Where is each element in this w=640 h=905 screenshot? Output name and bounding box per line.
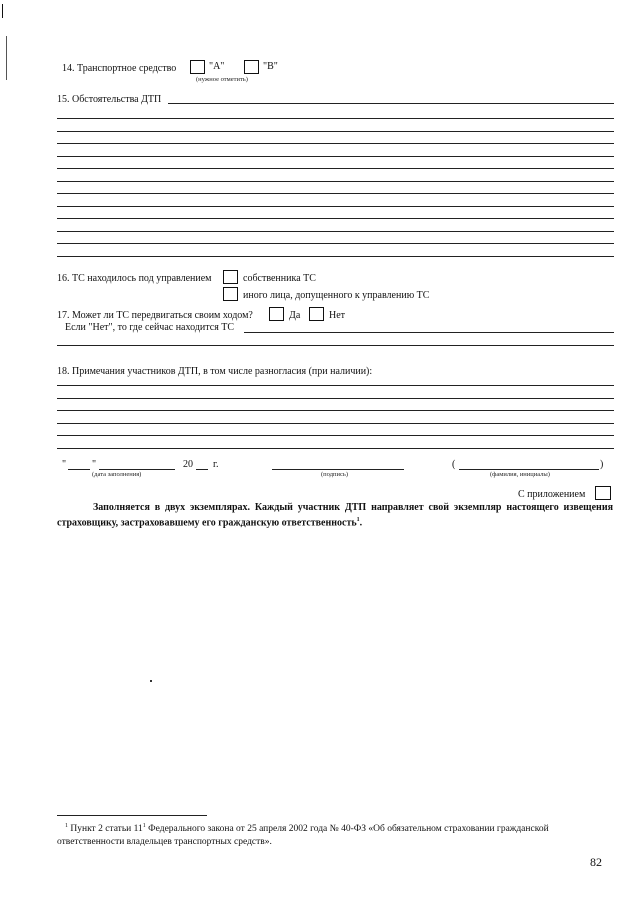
footnote [57, 820, 613, 849]
date-quote-open: " [62, 459, 67, 470]
vehicle-location-label: Если "Нет", то где сейчас находится ТС [65, 322, 235, 333]
date-hint: (дата заполнения) [92, 471, 142, 478]
item-15-line[interactable] [57, 256, 614, 257]
scan-margin-mark-side [6, 36, 7, 80]
date-month-field[interactable] [99, 469, 175, 470]
item-17-question: 17. Может ли ТС передвигаться своим ходом? [57, 310, 253, 321]
movable-no-label: Нет [329, 310, 346, 321]
item-18-line[interactable] [57, 448, 614, 449]
vehicle-location-line[interactable] [244, 332, 614, 333]
scan-dot [150, 680, 152, 682]
item-14-label: 14. Транспортное средство [62, 63, 177, 74]
scan-margin-mark-top [2, 4, 3, 18]
other-driver-label: иного лица, допущенного к управлению ТС [243, 290, 430, 301]
vehicle-location-line[interactable] [57, 345, 614, 346]
name-hint: (фамилия, инициалы) [490, 471, 550, 478]
date-year-suffix: г. [213, 459, 219, 470]
vehicle-a-checkbox[interactable] [190, 60, 205, 74]
item-15-line[interactable] [57, 131, 614, 132]
item-15-line[interactable] [57, 168, 614, 169]
instruction-end: . [359, 517, 363, 529]
item-15-line[interactable] [57, 143, 614, 144]
footnote-separator [57, 815, 207, 816]
name-paren-close: ) [600, 459, 604, 470]
signature-field[interactable] [272, 469, 404, 470]
movable-yes-checkbox[interactable] [269, 307, 284, 321]
signature-hint: (подпись) [321, 471, 348, 478]
item-14-hint: (нужное отметить) [196, 76, 248, 83]
item-15-line[interactable] [57, 118, 614, 119]
name-paren-open: ( [452, 459, 456, 470]
item-18-line[interactable] [57, 423, 614, 424]
attachment-label: С приложением [518, 489, 586, 500]
date-quote-close: " [92, 459, 97, 470]
item-15-line[interactable] [168, 103, 614, 104]
other-driver-checkbox[interactable] [223, 287, 238, 301]
item-15-label: 15. Обстоятельства ДТП [57, 94, 162, 105]
instruction-paragraph [57, 501, 613, 529]
movable-no-checkbox[interactable] [309, 307, 324, 321]
date-day-field[interactable] [68, 469, 90, 470]
item-18-line[interactable] [57, 385, 614, 386]
attachment-checkbox[interactable] [595, 486, 611, 500]
item-15-line[interactable] [57, 218, 614, 219]
movable-yes-label: Да [289, 310, 301, 321]
item-15-line[interactable] [57, 156, 614, 157]
owner-driving-checkbox[interactable] [223, 270, 238, 284]
item-18-line[interactable] [57, 410, 614, 411]
page-number: 82 [590, 855, 602, 869]
vehicle-b-label: "В" [263, 61, 278, 72]
instruction-text: Заполняется в двух экземплярах. Каждый участник ДТП направляет свой экземпляр настоящего извещения страховщику, застраховавшему его гражданскую ответственность [57, 502, 613, 529]
item-18-label: 18. Примечания участников ДТП, в том числе разногласия (при наличии): [57, 366, 373, 377]
name-field[interactable] [459, 469, 599, 470]
vehicle-b-checkbox[interactable] [244, 60, 259, 74]
date-year-prefix: 20 [183, 459, 193, 470]
item-18-line[interactable] [57, 435, 614, 436]
item-15-line[interactable] [57, 206, 614, 207]
vehicle-a-label: "А" [209, 61, 225, 72]
item-15-line[interactable] [57, 181, 614, 182]
item-16-label: 16. ТС находилось под управлением [57, 273, 212, 284]
footnote-text-rest: Федерального закона от 25 апреля 2002 года № 40-ФЗ «Об обязательном страховании гражданской ответственности владельцев транспортных средств». [57, 824, 549, 848]
footnote-text: Пункт 2 статьи 11 [70, 824, 143, 835]
item-15-line[interactable] [57, 231, 614, 232]
footnote-sup: 1 [142, 823, 146, 829]
footnote-number: 1 [65, 823, 68, 829]
item-15-line[interactable] [57, 243, 614, 244]
date-year-field[interactable] [196, 469, 208, 470]
owner-driving-label: собственника ТС [243, 273, 316, 284]
item-18-line[interactable] [57, 398, 614, 399]
instruction-footnote-ref: 1 [356, 517, 360, 523]
item-15-line[interactable] [57, 193, 614, 194]
